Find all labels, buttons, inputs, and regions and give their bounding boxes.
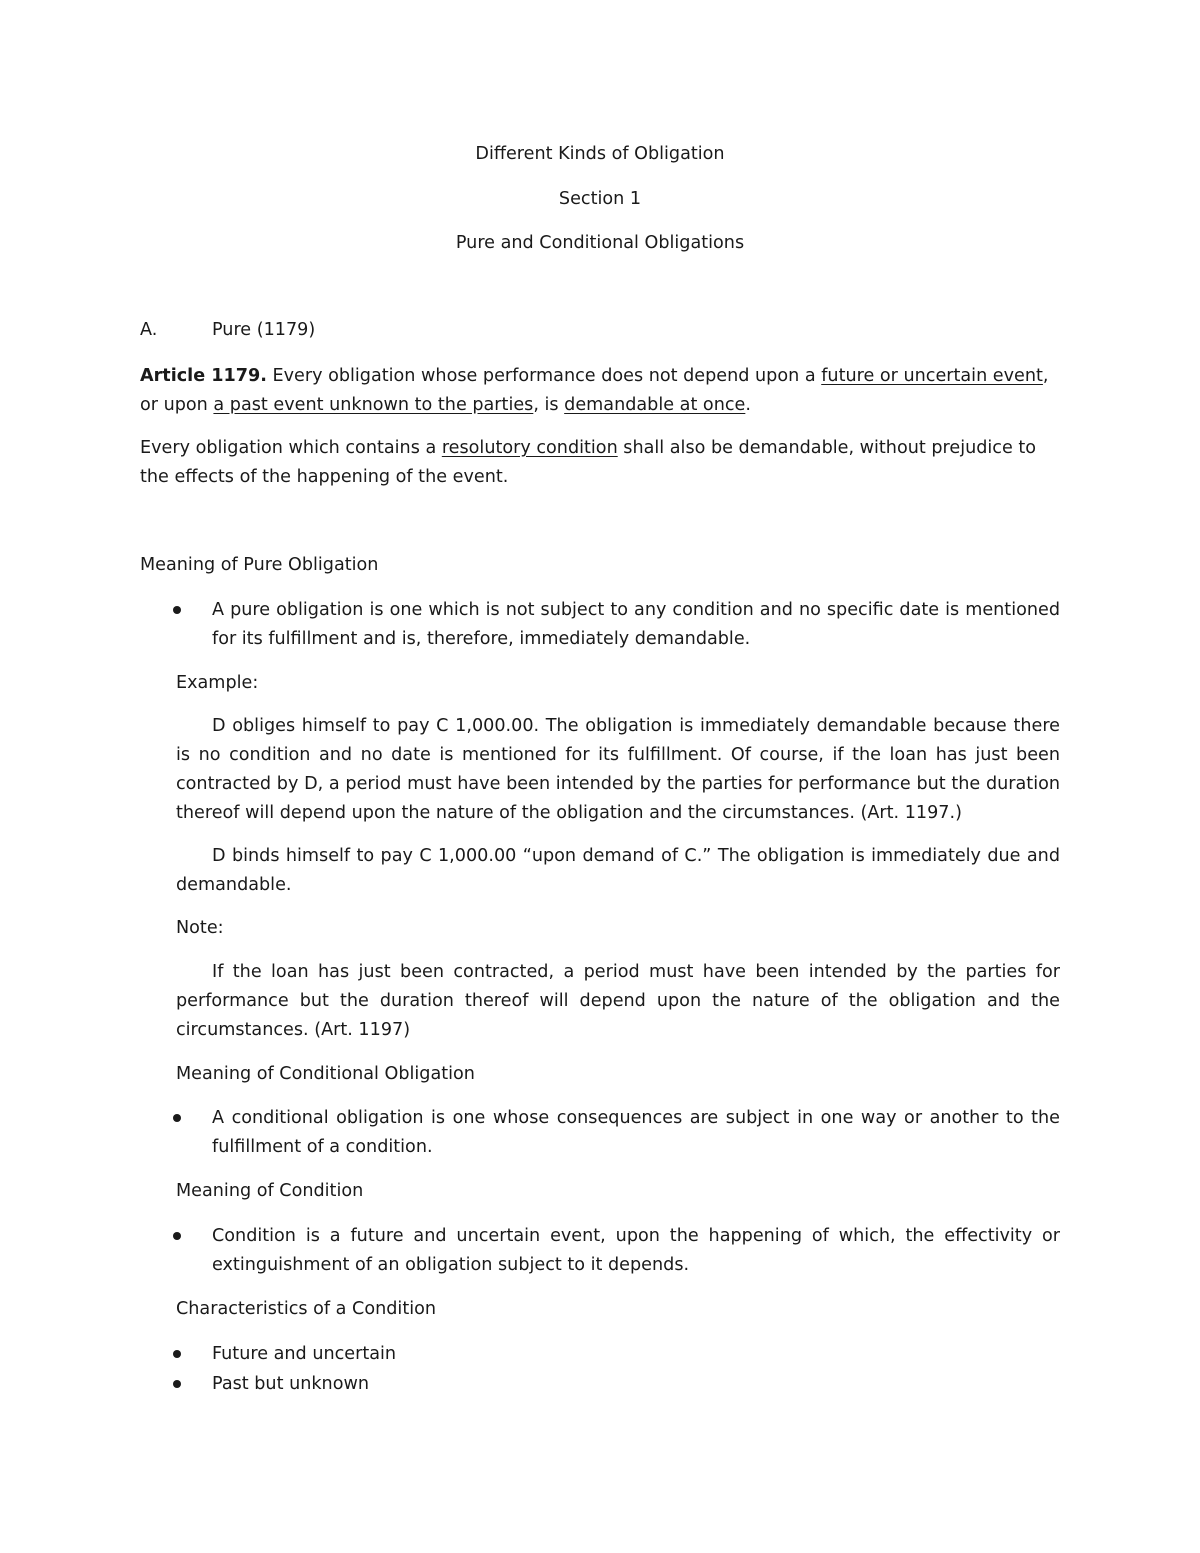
article-label: Article 1179. [140,366,267,386]
bullet-text-pure: A pure obligation is one which is not subject to any condition and no specific date is mentioned for its fulfillment and is, therefore, immediately demandable. [212,600,1060,649]
section-subtitle: Pure and Conditional Obligations [455,233,745,253]
list-item: Past but unknown [212,1374,370,1394]
document-title: Different Kinds of Obligation [475,144,725,164]
heading-conditional-obligation: Meaning of Conditional Obligation [176,1064,475,1084]
example-label: Example: [176,673,259,693]
list-item-pure: Pure (1179) [212,320,316,340]
heading-characteristics: Characteristics of a Condition [176,1299,437,1319]
note-label: Note: [176,918,224,938]
bullet-icon [173,606,181,614]
note-paragraph: If the loan has just been contracted, a period must have been intended by the parties for performance but the duration thereof will depend upon the nature of the obligation and the circumstances. (Art. 1197) [176,962,1060,1040]
bullet-icon [173,1232,181,1240]
bullet-icon [173,1380,181,1388]
section-label: Section 1 [558,189,642,209]
underlined-phrase: future or uncertain event [821,366,1043,386]
article-paragraph: Article 1179. Every obligation whose performance does not depend upon a future or uncertain event, or upon a past event unknown to the parties, is demandable at once. [140,366,1049,415]
underlined-phrase: a past event unknown to the parties [213,395,534,415]
example-paragraph-1: D obliges himself to pay C 1,000.00. The obligation is immediately demandable because there is no condition and no date is mentioned for its fulfillment. Of course, if the loan has just been contracted by D, a period must have been intended by the parties for performance but the duration thereof will depend upon the nature of the obligation and the circumstances. (Art. 1197.) [176,716,1060,823]
list-marker-a: A. [140,320,158,340]
bullet-text-condition: Condition is a future and uncertain event, upon the happening of which, the effectivity or extinguishment of an obligation subject to it depends. [212,1226,1060,1275]
heading-condition: Meaning of Condition [176,1181,364,1201]
heading-pure-obligation: Meaning of Pure Obligation [140,555,379,575]
list-item: Future and uncertain [212,1344,397,1364]
example-paragraph-2: D binds himself to pay C 1,000.00 “upon demand of C.” The obligation is immediately due and demandable. [176,846,1060,895]
bullet-icon [173,1350,181,1358]
underlined-phrase: resolutory condition [441,438,618,458]
bullet-text-conditional: A conditional obligation is one whose consequences are subject in one way or another to the fulfillment of a condition. [212,1108,1060,1157]
underlined-phrase: demandable at once [564,395,746,415]
bullet-icon [173,1114,181,1122]
article-second-paragraph: Every obligation which contains a resolutory condition shall also be demandable, without prejudice to the effects of the happening of the event. [140,438,1037,487]
